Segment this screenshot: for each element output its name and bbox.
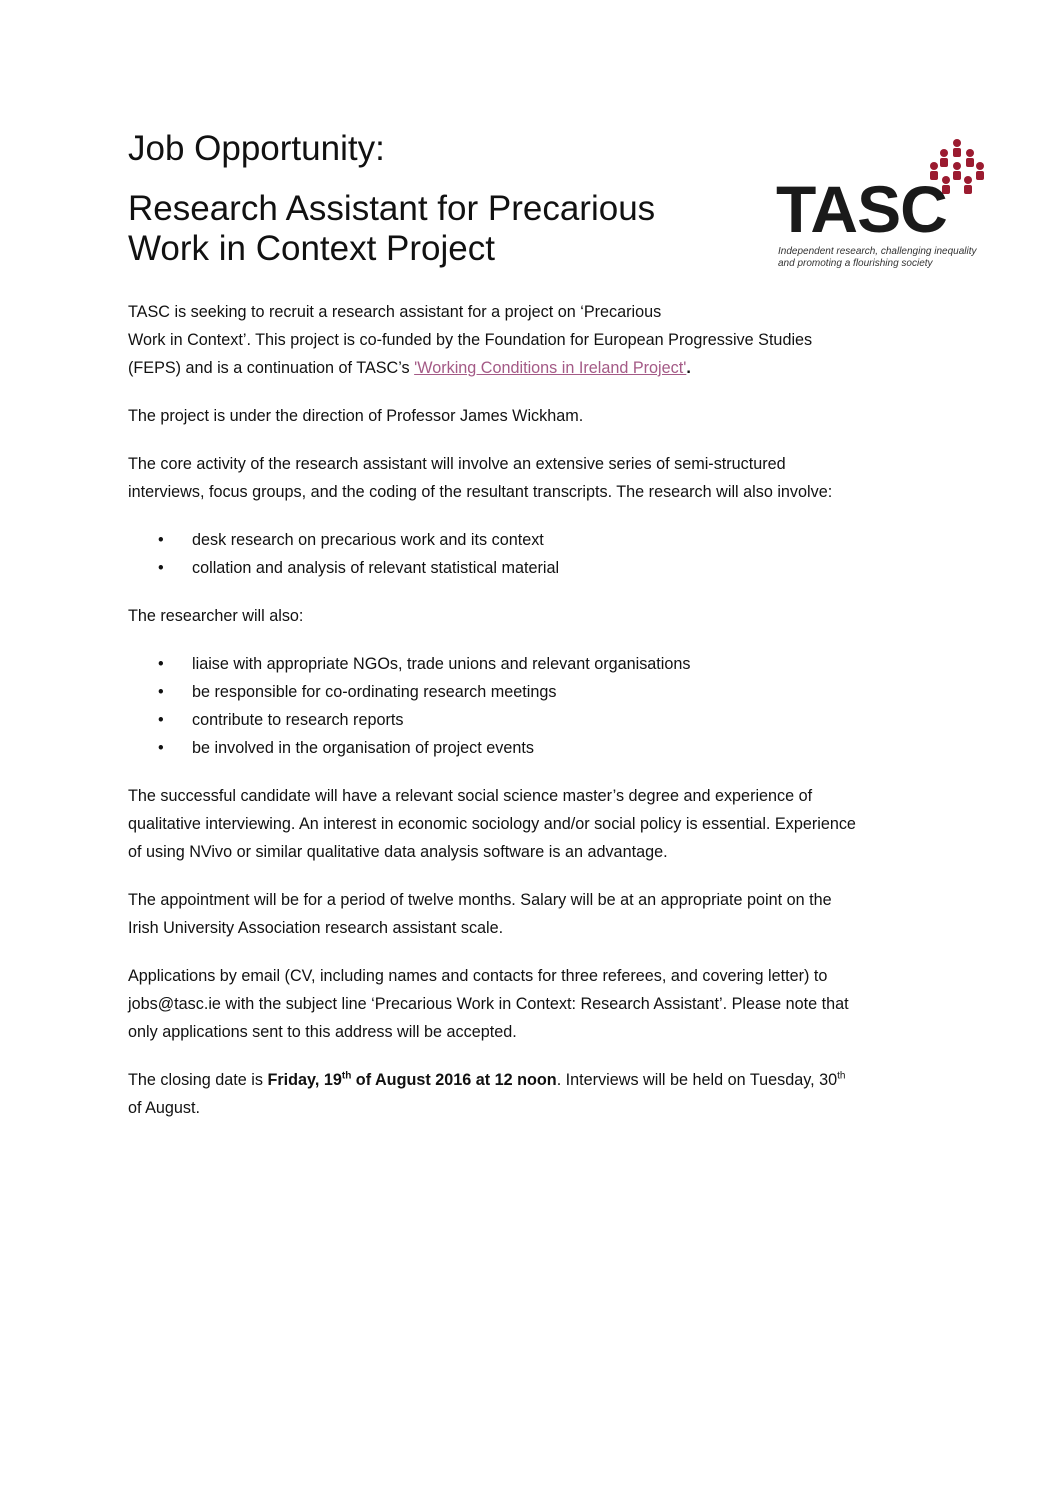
list-item <box>128 706 938 734</box>
list-item-text: be responsible for co-ordinating research meetings <box>192 683 557 701</box>
logo-tagline-line: Independent research, challenging inequality <box>778 246 977 257</box>
bullet-icon: • <box>158 711 164 729</box>
text-line: of August. <box>128 1099 200 1117</box>
ordinal-suffix: th <box>341 1070 352 1082</box>
also-heading: The researcher will also: <box>128 607 304 625</box>
bullet-icon: • <box>158 531 164 549</box>
candidate-paragraph <box>128 782 938 866</box>
list-item <box>128 678 938 706</box>
tasc-logo <box>776 138 1006 278</box>
bullet-icon: • <box>158 683 164 701</box>
text-line <box>128 1066 938 1094</box>
intro-paragraph <box>128 298 938 382</box>
list-item <box>128 650 938 678</box>
text-line: The successful candidate will have a relevant social science master’s degree and experience of <box>128 787 813 805</box>
text-line: Applications by email (CV, including names and contacts for three referees, and covering letter) to <box>128 967 828 985</box>
text-line: Work in Context’. This project is co-funded by the Foundation for European Progressive Studies <box>128 331 813 349</box>
direction-paragraph: The project is under the direction of Professor James Wickham. <box>128 407 584 425</box>
list-item-text: be involved in the organisation of project events <box>192 739 534 757</box>
logo-tagline <box>778 246 1006 270</box>
appointment-paragraph <box>128 886 938 942</box>
ordinal-suffix: th <box>837 1070 846 1082</box>
applications-paragraph <box>128 962 938 1046</box>
text-line <box>128 354 938 382</box>
page-title: Job Opportunity: <box>128 129 385 168</box>
text-fragment: . <box>686 359 691 377</box>
bullet-icon: • <box>158 739 164 757</box>
text-line: jobs@tasc.ie with the subject line ‘Precarious Work in Context: Research Assistant’. Please note that <box>128 995 849 1013</box>
text-fragment: The closing date is <box>128 1071 268 1089</box>
list-item-text: liaise with appropriate NGOs, trade unions and relevant organisations <box>192 655 691 673</box>
duties-list <box>128 650 938 762</box>
subtitle-line: Research Assistant for Precarious <box>128 189 656 228</box>
page-subtitle <box>128 189 728 269</box>
subtitle-line: Work in Context Project <box>128 229 495 268</box>
list-item-text: collation and analysis of relevant statistical material <box>192 559 560 577</box>
list-item <box>128 734 938 762</box>
bullet-icon: • <box>158 655 164 673</box>
text-line: The core activity of the research assistant will involve an extensive series of semi-structured <box>128 455 786 473</box>
text-line: only applications sent to this address will be accepted. <box>128 1023 517 1041</box>
text-line: qualitative interviewing. An interest in economic sociology and/or social policy is essential. Experience <box>128 815 856 833</box>
text-line: interviews, focus groups, and the coding of the resultant transcripts. The research will also involve: <box>128 483 833 501</box>
logo-wordmark: TASC <box>776 172 947 246</box>
document-body <box>128 298 938 1142</box>
research-list <box>128 526 938 582</box>
logo-tagline-line: and promoting a flourishing society <box>778 258 933 269</box>
closing-date <box>267 1071 556 1089</box>
text-fragment: (FEPS) and is a continuation of TASC’s <box>128 359 415 377</box>
list-item <box>128 554 938 582</box>
closing-paragraph <box>128 1066 938 1122</box>
bullet-icon: • <box>158 559 164 577</box>
text-line: Irish University Association research assistant scale. <box>128 919 504 937</box>
text-fragment: Friday, 19 <box>267 1071 342 1089</box>
text-fragment: . Interviews will be held on Tuesday, 30 <box>556 1071 838 1089</box>
list-item-text: desk research on precarious work and its context <box>192 531 544 549</box>
list-item <box>128 526 938 554</box>
core-paragraph <box>128 450 938 506</box>
text-line: TASC is seeking to recruit a research assistant for a project on ‘Precarious <box>128 303 662 321</box>
text-fragment: of August 2016 at 12 noon <box>351 1071 557 1089</box>
text-line: of using NVivo or similar qualitative data analysis software is an advantage. <box>128 843 668 861</box>
text-line: The appointment will be for a period of twelve months. Salary will be at an appropriate point on the <box>128 891 832 909</box>
list-item-text: contribute to research reports <box>192 711 404 729</box>
working-conditions-link[interactable]: 'Working Conditions in Ireland Project' <box>414 359 687 377</box>
